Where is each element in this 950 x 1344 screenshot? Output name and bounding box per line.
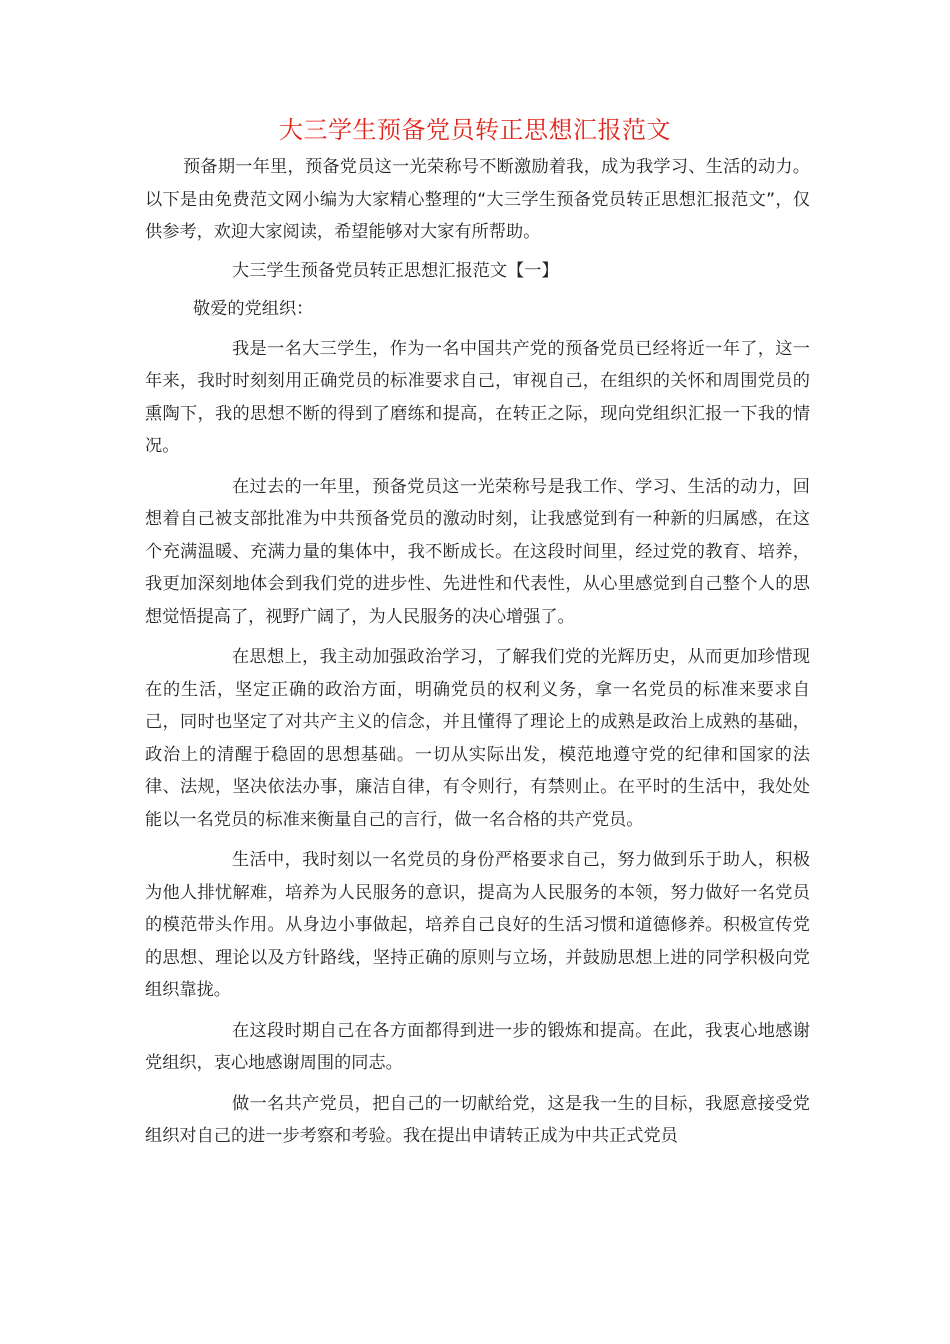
intro-paragraph: 预备期一年里，预备党员这一光荣称号不断激励着我，成为我学习、生活的动力。以下是由免费范文网小编为大家精心整理的“大三学生预备党员转正思想汇报范文”，仅供参考，欢迎大家阅读，希望能够对大家有所帮助。 — [145, 157, 810, 242]
body-paragraph-3: 在思想上，我主动加强政治学习，了解我们党的光辉历史，从而更加珍惜现在的生活，坚定正确的政治方面，明确党员的权利义务，拿一名党员的标准来要求自己，同时也坚定了对共产主义的信念，并且懂得了理论上的成熟是政治上成熟的基础，政治上的清醒于稳固的思想基础。一切从实际出发，模范地遵守党的纪律和国家的法律、法规，坚决依法办事，廉洁自律，有令则行，有禁则止。在平时的生活中，我处处能以一名党员的标准来衡量自己的言行，做一名合格的共产党员。 — [145, 647, 810, 830]
section-heading: 大三学生预备党员转正思想汇报范文【一】 — [232, 260, 559, 281]
body-paragraph-1: 我是一名大三学生，作为一名中国共产党的预备党员已经将近一年了，这一年来，我时时刻刻用正确党员的标准要求自己，审视自己，在组织的关怀和周围党员的熏陶下，我的思想不断的得到了磨练和提高，在转正之际，现向党组织汇报一下我的情况。 — [145, 338, 810, 456]
document-body — [145, 151, 810, 1161]
body-paragraph-6: 做一名共产党员，把自己的一切献给党，这是我一生的目标，我愿意接受党组织对自己的进一步考察和考验。我在提出申请转正成为中共正式党员 — [145, 1093, 810, 1146]
document-title: 大三学生预备党员转正思想汇报范文 — [279, 116, 671, 144]
body-paragraph-4: 生活中，我时刻以一名党员的身份严格要求自己，努力做到乐于助人，积极为他人排忧解难，培养为人民服务的意识，提高为人民服务的本领，努力做好一名党员的模范带头作用。从身边小事做起，培养自己良好的生活习惯和道德修养。积极宣传党的思想、理论以及方针路线，坚持正确的原则与立场，并鼓励思想上进的同学积极向党组织靠拢。 — [145, 850, 810, 1000]
body-paragraph-2: 在过去的一年里，预备党员这一光荣称号是我工作、学习、生活的动力，回想着自己被支部批准为中共预备党员的激动时刻，让我感觉到有一种新的归属感，在这个充满温暖、充满力量的集体中，我不断成长。在这段时间里，经过党的教育、培养，我更加深刻地体会到我们党的进步性、先进性和代表性，从心里感觉到自己整个人的思想觉悟提高了，视野广阔了，为人民服务的决心增强了。 — [145, 476, 810, 627]
salutation: 敬爱的党组织： — [193, 299, 314, 319]
body-paragraph-5: 在这段时期自己在各方面都得到进一步的锻炼和提高。在此，我衷心地感谢党组织，衷心地感谢周围的同志。 — [145, 1020, 810, 1073]
